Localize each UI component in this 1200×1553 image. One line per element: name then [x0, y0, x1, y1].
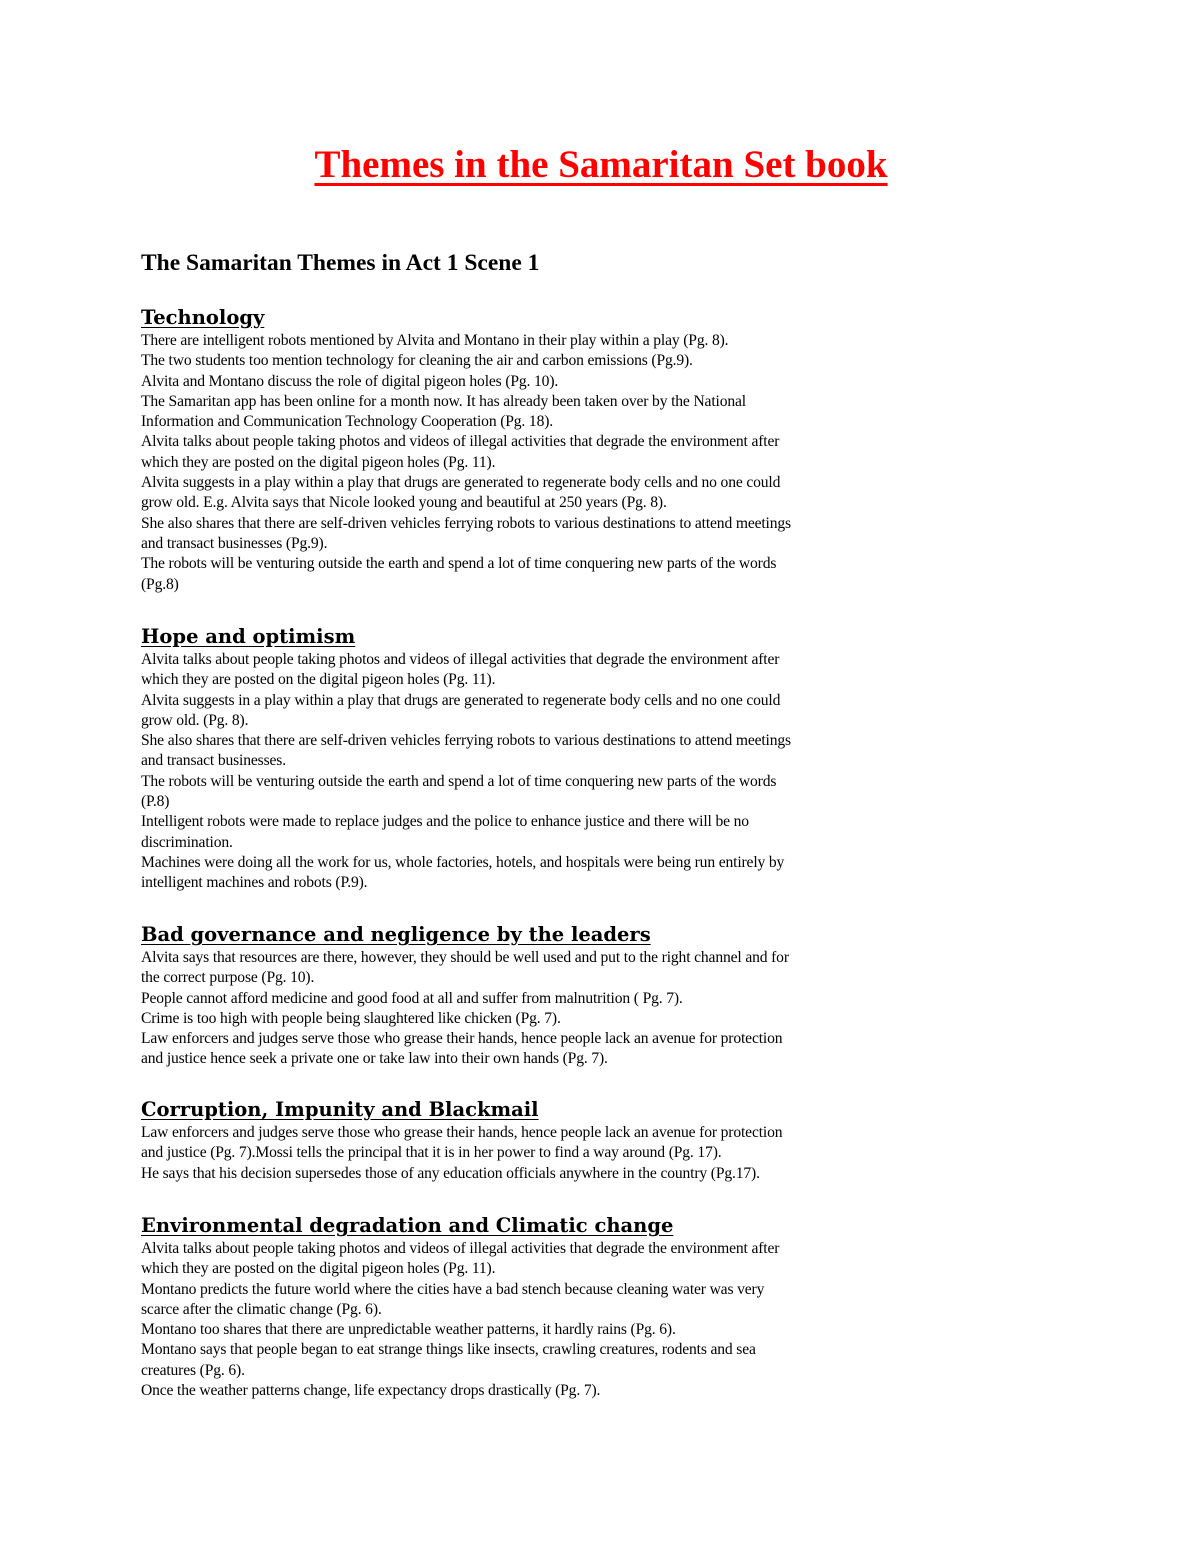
body-line: Alvita suggests in a play within a play that drugs are generated to regenerate body cells and no one could — [141, 474, 781, 492]
body-line: which they are posted on the digital pigeon holes (Pg. 11). — [141, 453, 496, 471]
body-line: discrimination. — [141, 833, 233, 851]
body-line: Montano says that people began to eat strange things like insects, crawling creatures, rodents and sea — [141, 1341, 756, 1359]
body-line: creatures (Pg. 6). — [141, 1361, 245, 1379]
body-line: Law enforcers and judges serve those who grease their hands, hence people lack an avenue for protection — [141, 1030, 783, 1048]
body-line: The two students too mention technology for cleaning the air and carbon emissions (Pg.9). — [141, 352, 693, 370]
body-line: Crime is too high with people being slaughtered like chicken (Pg. 7). — [141, 1009, 561, 1027]
body-line: The Samaritan app has been online for a month now. It has already been taken over by the National — [141, 392, 746, 410]
body-line: Information and Communication Technology Cooperation (Pg. 18). — [141, 413, 554, 431]
body-line: She also shares that there are self-driven vehicles ferrying robots to various destinations to attend meetings — [141, 732, 791, 750]
section-heading: Technology — [141, 306, 265, 329]
body-line: Alvita and Montano discuss the role of digital pigeon holes (Pg. 10). — [141, 372, 559, 390]
body-line: grow old. E.g. Alvita says that Nicole looked young and beautiful at 250 years (Pg. 8). — [141, 494, 667, 512]
body-line: Alvita talks about people taking photos and videos of illegal activities that degrade the environment after — [141, 433, 780, 451]
body-line: scarce after the climatic change (Pg. 6). — [141, 1300, 382, 1318]
section-heading: Environmental degradation and Climatic change — [141, 1214, 674, 1237]
body-line: Intelligent robots were made to replace judges and the police to enhance justice and there will be no — [141, 813, 749, 831]
body-line: Alvita talks about people taking photos and videos of illegal activities that degrade the environment after — [141, 651, 780, 668]
body-line: (P.8) — [141, 793, 170, 811]
body-line: and transact businesses. — [141, 752, 286, 770]
body-line: Once the weather patterns change, life expectancy drops drastically (Pg. 7). — [141, 1382, 601, 1400]
section-heading: Corruption, Impunity and Blackmail — [141, 1098, 539, 1121]
body-line: People cannot afford medicine and good food at all and suffer from malnutrition ( Pg. 7). — [141, 989, 683, 1007]
body-line: (Pg.8) — [141, 575, 179, 593]
body-line: and transact businesses (Pg.9). — [141, 534, 328, 552]
body-line: and justice (Pg. 7).Mossi tells the principal that it is in her power to find a way around (Pg. 17). — [141, 1144, 722, 1162]
body-line: and justice hence seek a private one or take law into their own hands (Pg. 7). — [141, 1050, 608, 1068]
body-line: There are intelligent robots mentioned by Alvita and Montano in their play within a play (Pg. 8). — [141, 332, 729, 349]
body-line: The robots will be venturing outside the earth and spend a lot of time conquering new parts of the words — [141, 772, 777, 790]
body-line: which they are posted on the digital pigeon holes (Pg. 11). — [141, 671, 496, 689]
body-line: Alvita suggests in a play within a play that drugs are generated to regenerate body cells and no one could — [141, 691, 781, 709]
body-line: Alvita talks about people taking photos and videos of illegal activities that degrade the environment after — [141, 1240, 780, 1257]
body-line: grow old. (Pg. 8). — [141, 711, 249, 729]
subtitle: The Samaritan Themes in Act 1 Scene 1 — [141, 250, 540, 276]
body-line: the correct purpose (Pg. 10). — [141, 969, 315, 987]
body-line: Machines were doing all the work for us, whole factories, hotels, and hospitals were being run entirely by — [141, 853, 785, 871]
body-line: Montano predicts the future world where the cities have a bad stench because cleaning water was very — [141, 1280, 765, 1298]
body-line: which they are posted on the digital pigeon holes (Pg. 11). — [141, 1260, 496, 1278]
document-title: Themes in the Samaritan Set book — [314, 143, 888, 186]
body-line: intelligent machines and robots (P.9). — [141, 874, 368, 892]
body-line: Law enforcers and judges serve those who grease their hands, hence people lack an avenue for protection — [141, 1124, 783, 1141]
section-hope-and-optimism — [141, 624, 916, 894]
body-line: She also shares that there are self-driven vehicles ferrying robots to various destinations to attend meetings — [141, 514, 791, 532]
body-line: The robots will be venturing outside the earth and spend a lot of time conquering new parts of the words — [141, 555, 777, 573]
section-bad-governance — [141, 922, 916, 1070]
section-corruption — [141, 1097, 916, 1184]
section-heading: Hope and optimism — [141, 625, 356, 648]
body-line: Alvita says that resources are there, however, they should be well used and put to the right channel and for — [141, 949, 789, 966]
section-environmental-degradation — [141, 1213, 916, 1401]
section-technology — [141, 305, 916, 595]
section-heading: Bad governance and negligence by the leaders — [141, 923, 651, 946]
body-line: He says that his decision supersedes those of any education officials anywhere in the country (Pg.17). — [141, 1164, 760, 1182]
body-line: Montano too shares that there are unpredictable weather patterns, it hardly rains (Pg. 6). — [141, 1321, 676, 1339]
